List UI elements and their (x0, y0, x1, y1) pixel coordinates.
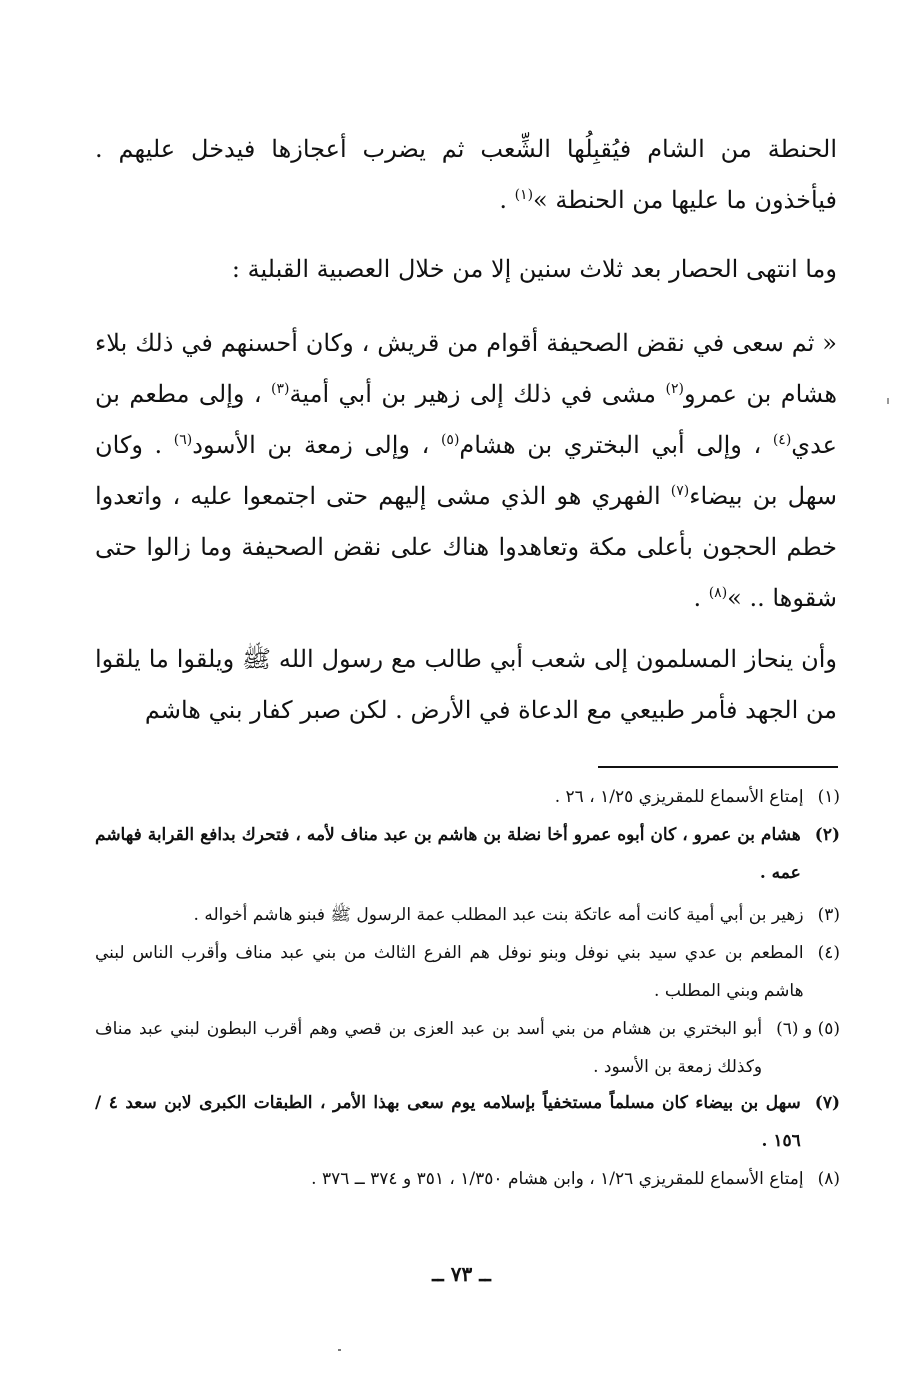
quote-segment-7: الفهري هو الذي مشى إليهم حتى اجتمعوا عليه ، واتعدوا خطم الحجون بأعلى مكة وتعاهدوا هناك على نقض الصحيفة وما زالوا حتى شقوها .. » (95, 482, 837, 612)
footnote-text: سهل بن بيضاء كان مسلماً مستخفياً بإسلامه يوم سعى بهذا الأمر ، الطبقات الكبرى لابن سعد ٤ / ١٥٦ . (95, 1093, 801, 1151)
paragraph-2-text: وما انتهى الحصار بعد ثلاث سنين إلا من خلال العصبية القبلية : (231, 255, 837, 283)
paragraph-4-text: وأن ينحاز المسلمون إلى شعب أبي طالب مع رسول الله ﷺ ويلقوا ما يلقوا من الجهد فأمر طبيعي مع الدعاة في الأرض . لكن صبر كفار بني هاشم (95, 645, 837, 724)
footnote-3 (95, 896, 840, 934)
footnote-5-6 (95, 1010, 840, 1086)
paragraph-1 (95, 124, 837, 226)
footnote-ref-1: (١) (514, 187, 534, 203)
footnote-ref-4: (٤) (772, 432, 792, 448)
footnote-text: إمتاع الأسماع للمقريزي ١/٢٥ ، ٢٦ . (554, 787, 804, 807)
quote-segment-4: ، وإلى أبي البختري بن هشام (459, 431, 773, 459)
footnote-ref-2: (٢) (665, 381, 684, 397)
paragraph-2 (95, 244, 837, 295)
footnote-8 (95, 1160, 840, 1198)
footnote-number: (٢) (814, 825, 840, 845)
paragraph-4 (95, 634, 837, 736)
scan-speck (338, 1349, 341, 1351)
footnote-ref-3: (٣) (271, 381, 290, 397)
footnote-number: (٣) (817, 905, 840, 925)
footnote-text: إمتاع الأسماع للمقريزي ١/٢٦ ، وابن هشام ١/٣٥٠ ، ٣٥١ و ٣٧٤ ــ ٣٧٦ . (311, 1169, 804, 1189)
footnote-text: المطعم بن عدي سيد بني نوفل وبنو نوفل هم الفرع الثالث من بني عبد مناف وأقرب الناس لبني هاشم وبني المطلب . (95, 943, 804, 1001)
footnote-4 (95, 934, 840, 1010)
quote-segment-6: . وكان سهل بن بيضاء (95, 431, 837, 510)
paragraph-1-end: . (499, 186, 515, 214)
quote-segment-1: « ثم سعى في نقض الصحيفة أقوام من قريش ، وكان أحسنهم في ذلك بلاء هشام بن عمرو (95, 329, 837, 408)
footnote-number: (٤) (817, 943, 840, 963)
footnote-2 (95, 816, 840, 892)
footnote-number: (٥) و (٦) (776, 1019, 840, 1039)
footnote-ref-6: (٦) (173, 432, 193, 448)
quote-segment-5: ، وإلى زمعة بن الأسود (192, 431, 441, 459)
quote-segment-2: مشى في ذلك إلى زهير بن أبي أمية (289, 380, 666, 408)
scan-edge-mark (887, 398, 889, 404)
quote-segment-3: ، وإلى مطعم بن عدي (95, 380, 837, 459)
page-number: ــ ٧٣ ــ (432, 1262, 491, 1286)
paragraph-1-text: الحنطة من الشام فيُقبِلُها الشِّعب ثم يضرب أعجازها فيدخل عليهم . فيأخذون ما عليها من الحنطة » (95, 135, 837, 214)
footnote-text: أبو البختري بن هشام من بني أسد بن عبد العزى بن قصي وهم أقرب البطون لبني عبد مناف وكذلك زمعة بن الأسود . (95, 1019, 763, 1077)
footnote-number: (٧) (814, 1093, 840, 1113)
footnote-ref-5: (٥) (440, 432, 460, 448)
quote-segment-8: . (693, 584, 709, 612)
footnote-text: هشام بن عمرو ، كان أبوه عمرو أخا نضلة بن هاشم بن عبد مناف لأمه ، فتحرك بدافع القرابة فهاشم عمه . (95, 825, 801, 883)
footnote-ref-8: (٨) (708, 585, 728, 601)
footnote-1 (95, 778, 840, 816)
footnote-text: زهير بن أبي أمية كانت أمه عاتكة بنت عبد المطلب عمة الرسول ﷺ فبنو هاشم أخواله . (193, 905, 804, 925)
footnote-ref-7: (٧) (670, 483, 690, 499)
footnote-divider (598, 766, 838, 768)
paragraph-3-quote (95, 318, 837, 624)
footnote-7 (95, 1084, 840, 1160)
footnote-number: (٨) (817, 1169, 840, 1189)
footnote-number: (١) (817, 787, 840, 807)
